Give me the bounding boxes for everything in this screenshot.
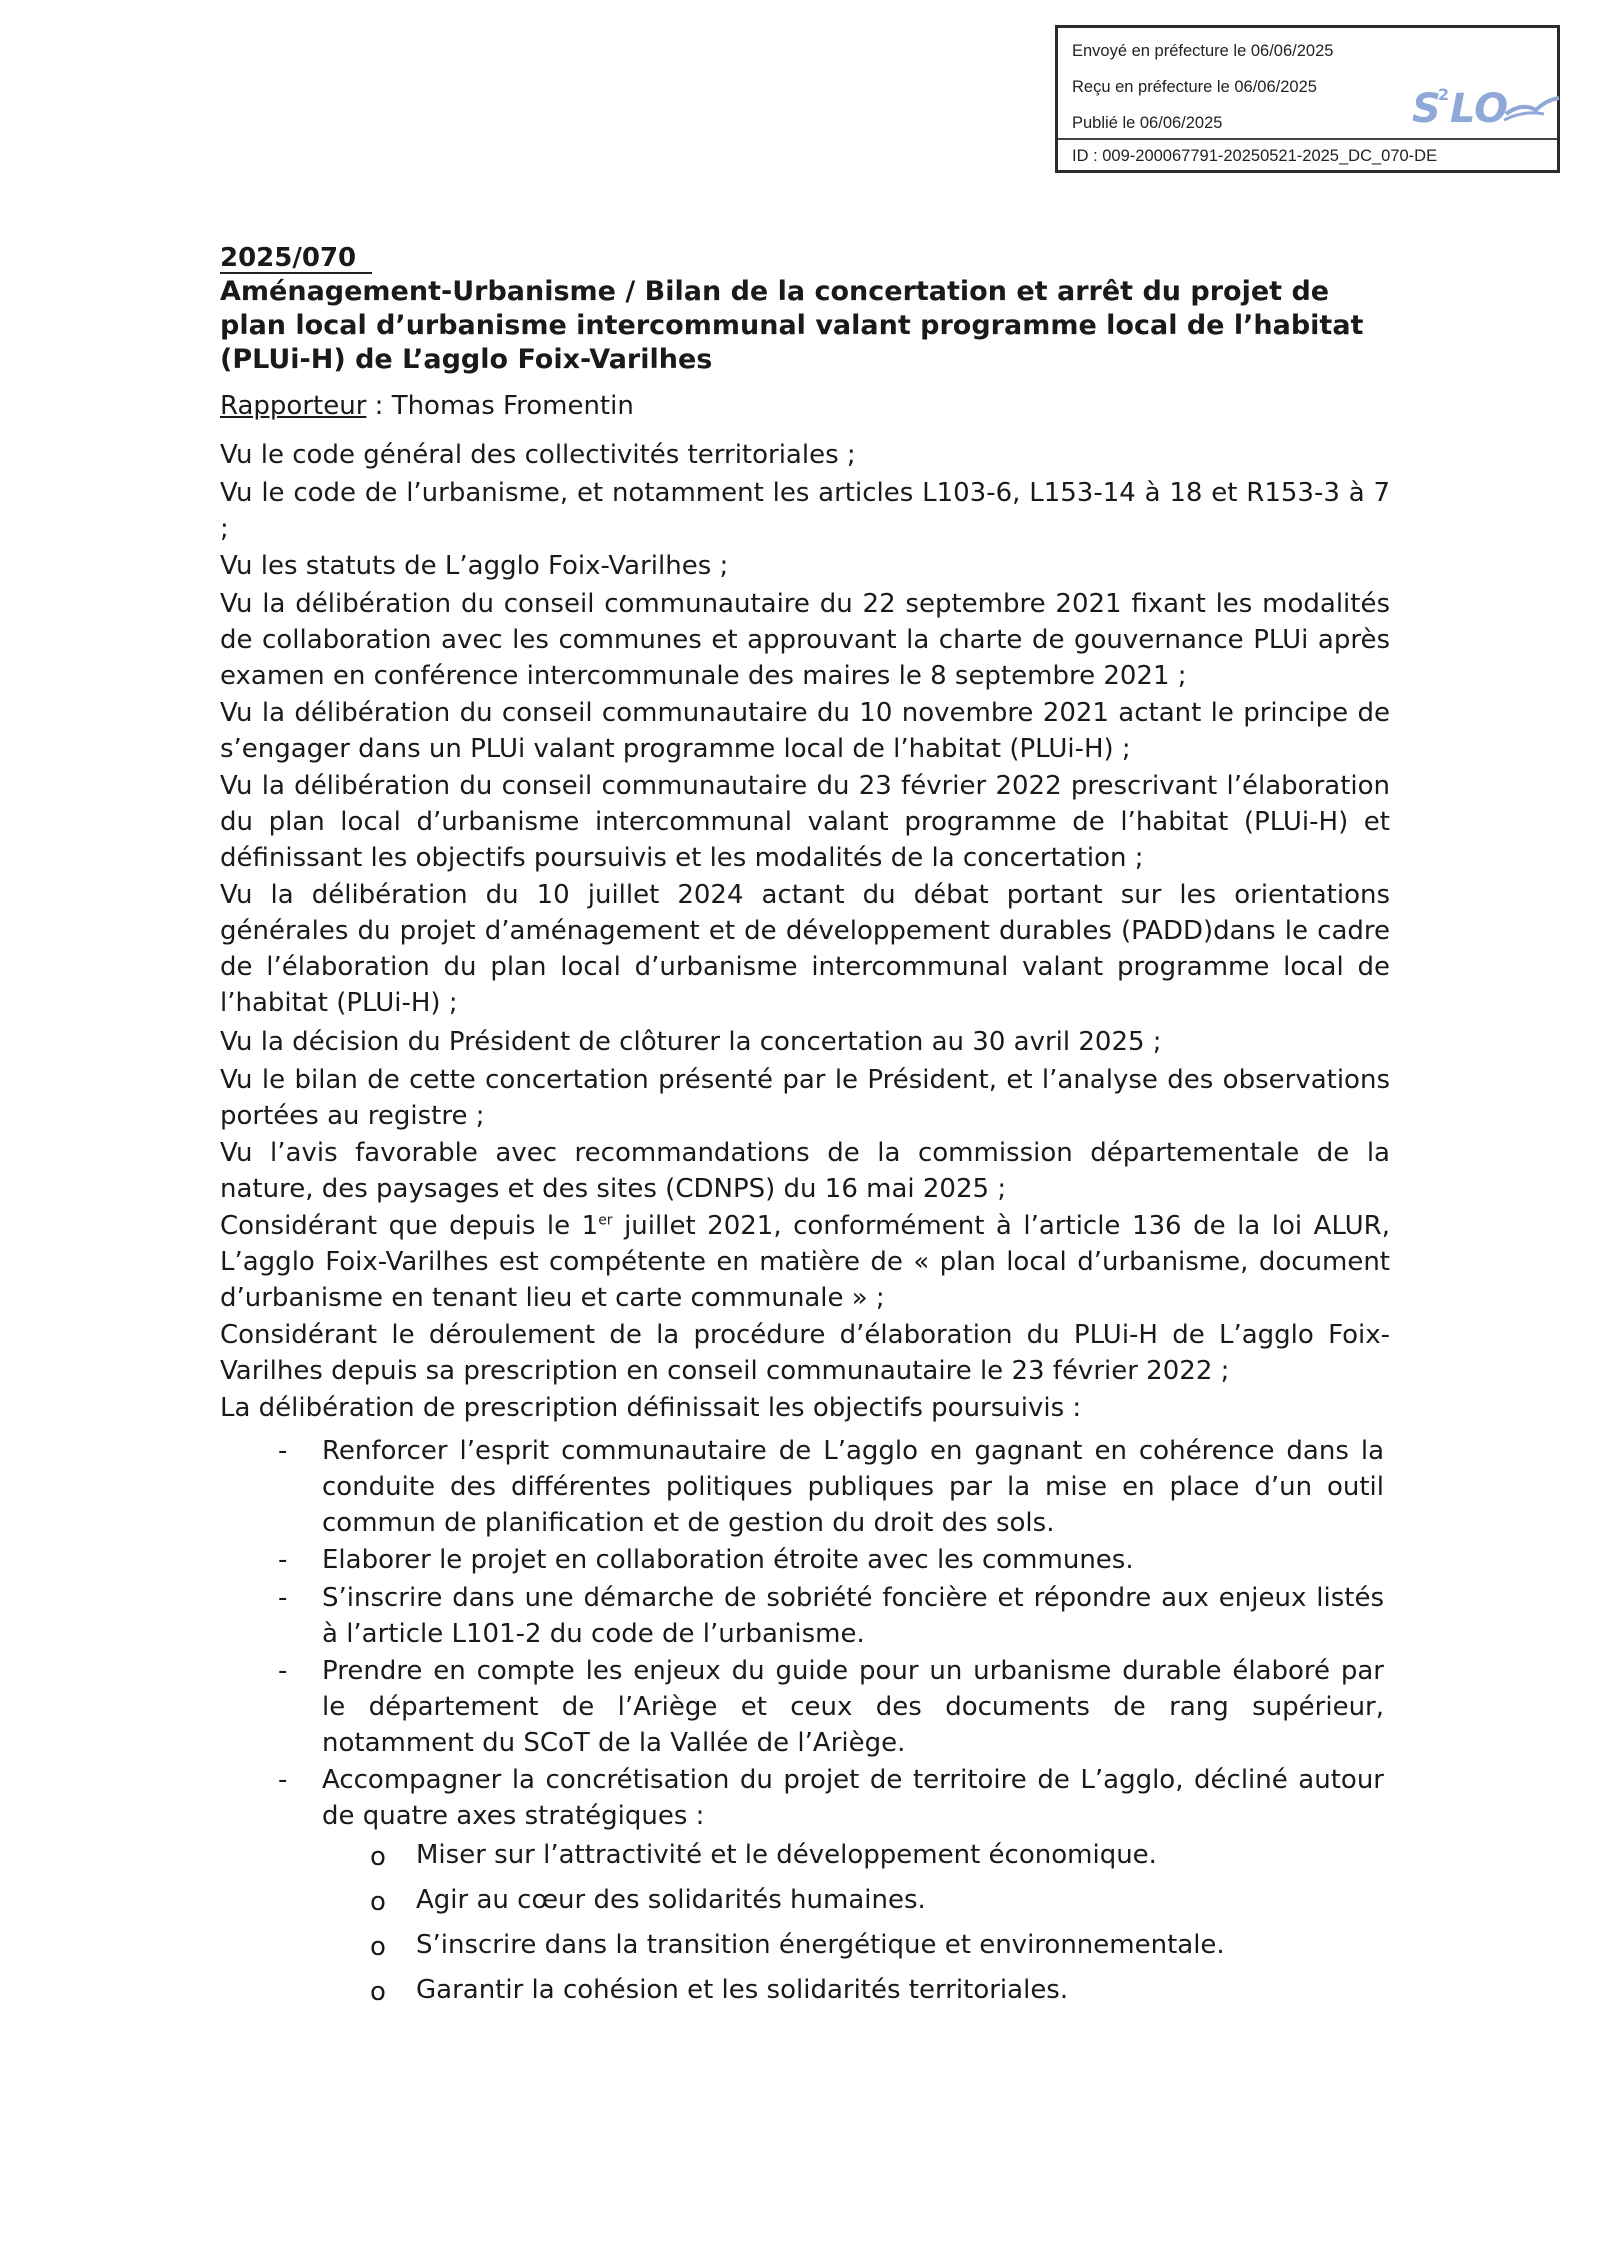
s2lo-logo [1354,70,1564,140]
visa-paragraph: Vu le bilan de cette concertation présenté par le Président, et l’analyse des observations portées au registre ; [220,1065,1390,1131]
deliberation-number: 2025/070 [220,243,357,273]
stamp-published-date: Publié le 06/06/2025 [1072,114,1223,132]
strategic-axis-item: S’inscrire dans la transition énergétique et environnementale. [416,1930,1225,1960]
sub-bullet: o [370,1842,386,1872]
objectives-intro: La délibération de prescription définissait les objectifs poursuivis : [220,1393,1082,1423]
rapporteur-line [220,388,1390,424]
svg-text:2: 2 [1438,85,1450,104]
visa-paragraph: Vu le code de l’urbanisme, et notamment les articles L103-6, L153-14 à 18 et R153-3 à 7 ; [220,478,1390,544]
objective-item: S’inscrire dans une démarche de sobriété foncière et répondre aux enjeux listés à l’article L101-2 du code de l’urbanisme. [322,1583,1384,1649]
objective-item: Prendre en compte les enjeux du guide pour un urbanisme durable élaboré par le département de l’Ariège et ceux des documents de rang supérieur, notamment du SCoT de la Vallée de l’Ariège. [322,1656,1384,1758]
rapporteur-separator: : [366,391,392,421]
objective-item: Accompagner la concrétisation du projet de territoire de L’agglo, décliné autour de quatre axes stratégiques : [322,1765,1384,1831]
visa-paragraph: Vu la délibération du conseil communautaire du 22 septembre 2021 fixant les modalités de collaboration avec les communes et approuvant la charte de gouvernance PLUi après examen en conférence intercommunale des maires le 8 septembre 2021 ; [220,589,1390,691]
visa-paragraph: Vu la délibération du 10 juillet 2024 actant du débat portant sur les orientations générales du projet d’aménagement et de développement durables (PADD)dans le cadre de l’élaboration du plan local d’urbanisme intercommunal valant programme local de l’habitat (PLUi-H) ; [220,880,1390,1018]
visa-paragraph: Vu le code général des collectivités territoriales ; [220,440,856,470]
sub-bullet: o [370,1887,386,1917]
considerant-text: Considérant que depuis le 1 [220,1211,599,1241]
objective-item: Elaborer le projet en collaboration étroite avec les communes. [322,1545,1134,1575]
visa-paragraph: Vu les statuts de L’agglo Foix-Varilhes ; [220,551,729,581]
visa-paragraph: Vu la décision du Président de clôturer la concertation au 30 avril 2025 ; [220,1027,1162,1057]
strategic-axis-item: Agir au cœur des solidarités humaines. [416,1885,926,1915]
stamp-id: ID : 009-200067791-20250521-2025_DC_070-DE [1072,147,1438,165]
svg-text:LO: LO [1450,86,1509,132]
strategic-axis-item: Garantir la cohésion et les solidarités territoriales. [416,1975,1069,2005]
visa-paragraph: Vu la délibération du conseil communautaire du 23 février 2022 prescrivant l’élaboration du plan local d’urbanisme intercommunal valant programme de l’habitat (PLUi-H) et définissant les objectifs poursuivis et les modalités de la concertation ; [220,771,1390,873]
list-dash: - [278,1545,288,1575]
sub-bullet: o [370,1977,386,2007]
prefecture-stamp [1055,25,1560,173]
stamp-sent-date: Envoyé en préfecture le 06/06/2025 [1072,42,1334,60]
rapporteur-label: Rapporteur [220,391,367,421]
list-dash: - [278,1436,288,1466]
considerant-paragraph [220,1208,1390,1316]
strategic-axis-item: Miser sur l’attractivité et le développement économique. [416,1840,1157,1870]
sub-bullet: o [370,1932,386,1962]
svg-text:S: S [1412,86,1441,132]
stamp-received-date: Reçu en préfecture le 06/06/2025 [1072,78,1317,96]
ordinal-superscript: er [598,1212,613,1229]
deliberation-title: Aménagement-Urbanisme / Bilan de la concertation et arrêt du projet de plan local d’urbanisme intercommunal valant programme local de l’habitat (PLUi-H) de L’agglo Foix-Varilhes [220,276,1364,375]
objective-item: Renforcer l’esprit communautaire de L’agglo en gagnant en cohérence dans la conduite des différentes politiques publiques par la mise en place d’un outil commun de planification et de gestion du droit des sols. [322,1436,1384,1538]
rapporteur-name: Thomas Fromentin [391,391,634,421]
list-dash: - [278,1656,288,1686]
visa-paragraph: Vu l’avis favorable avec recommandations de la commission départementale de la nature, des paysages et des sites (CDNPS) du 16 mai 2025 ; [220,1138,1390,1204]
considerant-text: juillet 2021, conformément à l’article 136 de la loi ALUR, L’agglo Foix-Varilhes est compétente en matière de « plan local d’urbanisme, document d’urbanisme en tenant lieu et carte communale » ; [220,1211,1391,1313]
number-underline [220,272,372,274]
list-dash: - [278,1583,288,1613]
considerant-paragraph: Considérant le déroulement de la procédure d’élaboration du PLUi-H de L’agglo Foix-Varilhes depuis sa prescription en conseil communautaire le 23 février 2022 ; [220,1320,1390,1386]
visa-paragraph: Vu la délibération du conseil communautaire du 10 novembre 2021 actant le principe de s’engager dans un PLUi valant programme local de l’habitat (PLUi-H) ; [220,698,1390,764]
list-dash: - [278,1765,288,1795]
